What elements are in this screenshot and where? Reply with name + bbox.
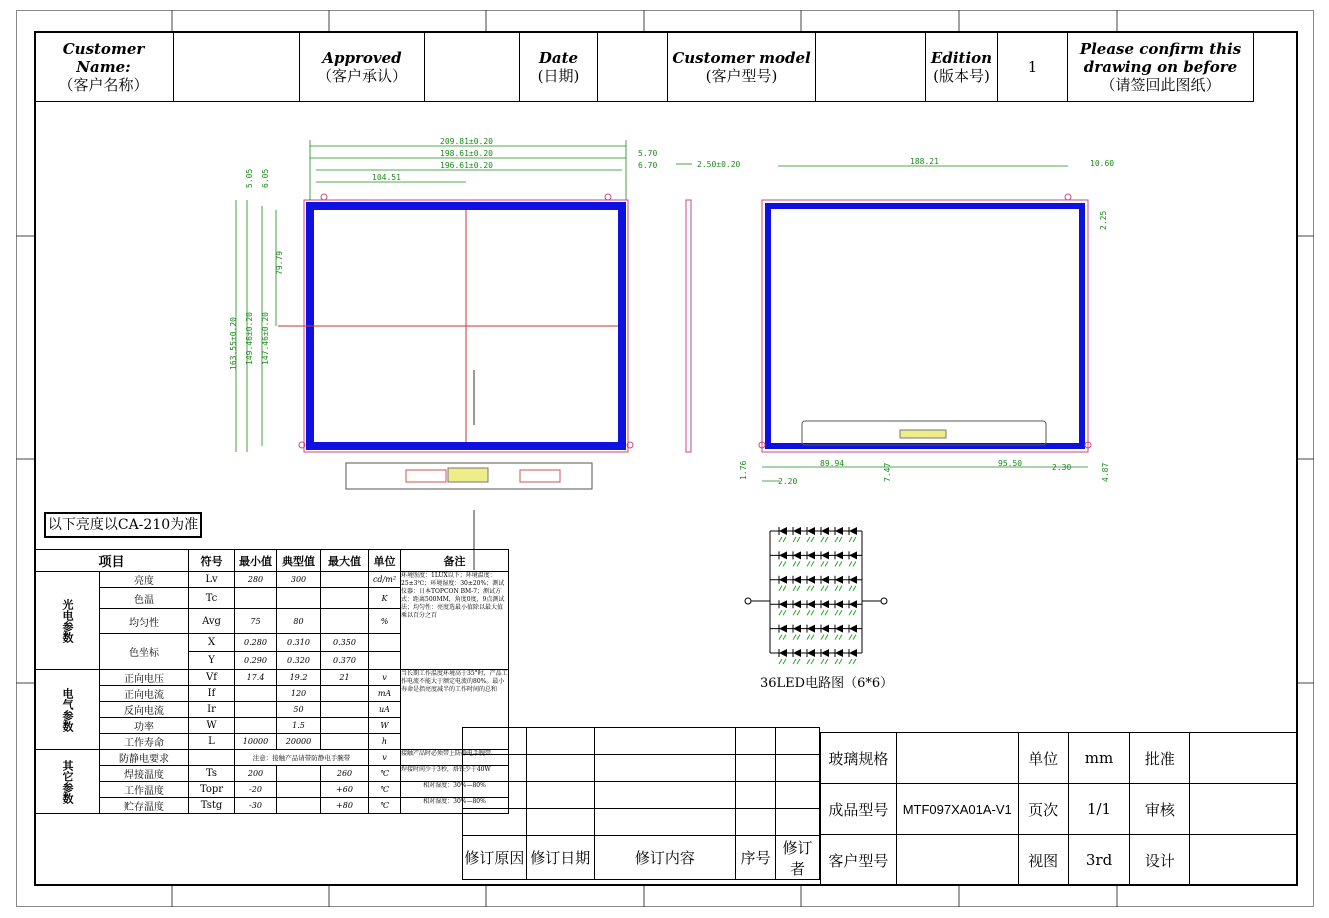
- led-light-ray: [779, 635, 786, 640]
- group-electrical: 电气参数: [35, 670, 100, 750]
- row-item: 功率: [100, 718, 189, 734]
- row-item: 均匀性: [100, 609, 189, 634]
- confirm-cn: （请签回此图纸）: [1100, 75, 1221, 94]
- row-item: 色坐标: [100, 634, 189, 670]
- led-diode-icon: [807, 527, 815, 535]
- led-diode-icon: [835, 551, 843, 559]
- dim-back-bottom-5: 95.50: [998, 459, 1023, 468]
- row-typ: 120: [277, 686, 321, 702]
- view-value: 3rd: [1068, 835, 1130, 886]
- dim-back-bottom-1: 1.76: [739, 460, 748, 480]
- row-sym: Avg: [189, 609, 235, 634]
- design-value[interactable]: [1190, 835, 1298, 886]
- row-item: 防静电要求: [100, 750, 189, 766]
- rev-reviser-header: 修订者: [776, 836, 820, 880]
- dim-back-bottom-2: 2.20: [778, 477, 798, 486]
- row-sym: W: [189, 718, 235, 734]
- led-diode-icon: [779, 625, 787, 633]
- review-value[interactable]: [1190, 784, 1298, 835]
- led-diode-icon: [793, 625, 801, 633]
- row-typ: 1.5: [277, 718, 321, 734]
- led-light-ray: [835, 610, 842, 615]
- edition-value[interactable]: 1: [998, 31, 1068, 102]
- row-max: [321, 609, 369, 634]
- row-min: -20: [235, 782, 277, 798]
- led-light-ray: [779, 610, 786, 615]
- dim-front-top-4: 104.51: [372, 173, 401, 182]
- edition-cn: (版本号): [933, 66, 990, 85]
- row-typ: 300: [277, 572, 321, 588]
- dim-front-right-2: 6.70: [638, 161, 658, 170]
- led-diode-icon: [807, 551, 815, 559]
- led-diode-icon: [793, 600, 801, 608]
- th-typ: 典型值: [277, 550, 321, 572]
- led-light-ray: [821, 659, 828, 664]
- rev-cell[interactable]: [594, 755, 736, 782]
- led-light-ray: [835, 586, 842, 591]
- row-sym: Vf: [189, 670, 235, 686]
- led-light-ray: [835, 659, 842, 664]
- led-light-ray: [821, 635, 828, 640]
- rev-content-header: 修订内容: [594, 836, 736, 880]
- approved-cn: （客户承认）: [316, 66, 407, 85]
- row-min: [235, 702, 277, 718]
- view-label: 视图: [1018, 835, 1068, 886]
- note-optical: 环境照度：1LUX以下；环境温度：25±3℃；环境湿度：30±20%；测试仪器：日本TOPCON BM-7；测试方式：距离500MM，角度0度，9点测试法；均匀性：亮度选最小值除以最大值乘以百分之百: [401, 572, 509, 670]
- led-diode-icon: [779, 527, 787, 535]
- led-light-ray: [807, 537, 814, 542]
- brightness-note: 以下亮度以CA-210为准: [44, 512, 202, 538]
- row-typ: [277, 798, 321, 814]
- row-unit: mA: [369, 686, 401, 702]
- led-light-ray: [779, 659, 786, 664]
- note-electrical: 当长期工作温度环境高于35°时，产品工作电流不能大于额定电流的80%。最小寿命是指亮度减半的工作时间的总和: [401, 670, 509, 750]
- led-diode-icon: [807, 600, 815, 608]
- led-diode-icon: [849, 527, 857, 535]
- rev-cell[interactable]: [526, 782, 594, 809]
- row-min: -30: [235, 798, 277, 814]
- row-typ: 0.310: [277, 634, 321, 652]
- row-min: 17.4: [235, 670, 277, 686]
- dim-side-thickness: 2.50±0.20: [697, 160, 741, 169]
- rev-cell[interactable]: [776, 809, 820, 836]
- led-light-ray: [835, 537, 842, 542]
- row-sym: If: [189, 686, 235, 702]
- th-max: 最大值: [321, 550, 369, 572]
- rev-cell[interactable]: [776, 755, 820, 782]
- rev-cell[interactable]: [463, 728, 527, 755]
- row-sym: X: [189, 634, 235, 652]
- row-typ: 50: [277, 702, 321, 718]
- rev-cell[interactable]: [736, 782, 776, 809]
- approve-label: 批准: [1130, 733, 1190, 784]
- row-typ: 80: [277, 609, 321, 634]
- approve-value[interactable]: [1190, 733, 1298, 784]
- dim-left-6: 147.46±0.20: [261, 312, 270, 365]
- note-solder: 焊接时间少于3秒，烙铁少于40W: [401, 766, 509, 782]
- glass-spec-value[interactable]: [896, 733, 1018, 784]
- rev-cell[interactable]: [594, 809, 736, 836]
- dim-left-2: 6.05: [261, 168, 270, 188]
- row-max: 0.350: [321, 634, 369, 652]
- row-unit: ℃: [369, 798, 401, 814]
- customer-name-cn: （客户名称）: [58, 75, 149, 94]
- rev-cell[interactable]: [736, 755, 776, 782]
- row-max: +80: [321, 798, 369, 814]
- row-max: 260: [321, 766, 369, 782]
- row-unit: v: [369, 670, 401, 686]
- row-item: 反向电流: [100, 702, 189, 718]
- row-unit: [369, 652, 401, 670]
- led-light-ray: [849, 635, 856, 640]
- dim-front-top-1: 209.81±0.20: [440, 137, 493, 146]
- revision-table: [462, 727, 820, 880]
- row-max: +60: [321, 782, 369, 798]
- row-item: 亮度: [100, 572, 189, 588]
- row-unit: ℃: [369, 782, 401, 798]
- page-value: 1/1: [1068, 784, 1130, 835]
- led-diode-icon: [807, 576, 815, 584]
- led-light-ray: [849, 610, 856, 615]
- row-sym: [189, 750, 235, 766]
- dim-back-right-side: 2.25: [1099, 210, 1108, 230]
- row-unit: W: [369, 718, 401, 734]
- led-light-ray: [849, 561, 856, 566]
- row-unit: K: [369, 588, 401, 609]
- row-item: 色温: [100, 588, 189, 609]
- rev-date-header: 修订日期: [526, 836, 594, 880]
- led-diode-icon: [821, 527, 829, 535]
- dim-back-bottom-4: 7.47: [883, 462, 892, 482]
- row-min: 75: [235, 609, 277, 634]
- row-min: [235, 718, 277, 734]
- led-diode-icon: [821, 551, 829, 559]
- row-typ: 20000: [277, 734, 321, 750]
- led-light-ray: [821, 537, 828, 542]
- th-symbol: 符号: [189, 550, 235, 572]
- th-note: 备注: [401, 550, 509, 572]
- front-view: [278, 194, 633, 570]
- led-diode-icon: [835, 600, 843, 608]
- back-view: [759, 166, 1091, 481]
- note-topr: 相对湿度：30%—80%: [401, 782, 509, 798]
- review-label: 审核: [1130, 784, 1190, 835]
- led-diode-icon: [807, 625, 815, 633]
- note-esd: 接触产品时必须带上防静电手腕带: [401, 750, 509, 766]
- row-item: 正向电压: [100, 670, 189, 686]
- rev-cell[interactable]: [463, 782, 527, 809]
- row-max: [321, 718, 369, 734]
- row-max: [321, 702, 369, 718]
- row-min: [235, 588, 277, 609]
- led-diode-icon: [835, 625, 843, 633]
- led-diode-icon: [849, 576, 857, 584]
- row-unit: cd/m²: [369, 572, 401, 588]
- front-dimensions: [236, 140, 626, 452]
- th-unit: 单位: [369, 550, 401, 572]
- rev-seq-header: 序号: [736, 836, 776, 880]
- row-min: 200: [235, 766, 277, 782]
- row-min: 10000: [235, 734, 277, 750]
- led-diode-icon: [793, 649, 801, 657]
- led-light-ray: [779, 537, 786, 542]
- row-item: 工作寿命: [100, 734, 189, 750]
- date-cn: (日期): [537, 66, 580, 85]
- rev-cell[interactable]: [594, 728, 736, 755]
- row-unit: %: [369, 609, 401, 634]
- led-diode-icon: [835, 527, 843, 535]
- led-light-ray: [835, 561, 842, 566]
- row-max: 21: [321, 670, 369, 686]
- row-min: 280: [235, 572, 277, 588]
- row-item: 工作温度: [100, 782, 189, 798]
- row-item: 焊接温度: [100, 766, 189, 782]
- row-esd-note: 注意：接触产品请带防静电手腕带: [235, 750, 369, 766]
- rev-cell[interactable]: [526, 755, 594, 782]
- unit-value: mm: [1068, 733, 1130, 784]
- group-optical: 光电参数: [35, 572, 100, 670]
- led-diode-icon: [779, 600, 787, 608]
- led-circuit-diagram: [745, 531, 887, 653]
- led-diode-icon: [849, 551, 857, 559]
- led-light-ray: [835, 635, 842, 640]
- led-light-ray: [793, 635, 800, 640]
- led-diode-icon: [835, 649, 843, 657]
- row-typ: [277, 766, 321, 782]
- rev-cell[interactable]: [463, 809, 527, 836]
- rev-cell[interactable]: [526, 728, 594, 755]
- dim-left-4: 163.55±0.20: [229, 317, 238, 370]
- customer-model-value-tb[interactable]: [896, 835, 1018, 886]
- led-diode-icon: [779, 576, 787, 584]
- date-label: Date: [538, 48, 579, 67]
- row-sym: Lv: [189, 572, 235, 588]
- row-sym: Topr: [189, 782, 235, 798]
- group-other: 其它参数: [35, 750, 100, 814]
- row-unit: uA: [369, 702, 401, 718]
- product-model-value: MTF097XA01A-V1: [896, 784, 1018, 835]
- title-block: [820, 732, 1298, 886]
- led-light-ray: [793, 586, 800, 591]
- row-sym: Ts: [189, 766, 235, 782]
- led-light-ray: [807, 561, 814, 566]
- row-typ: 19.2: [277, 670, 321, 686]
- design-label: 设计: [1130, 835, 1190, 886]
- row-sym: Ir: [189, 702, 235, 718]
- led-light-ray: [849, 537, 856, 542]
- dim-left-1: 5.05: [245, 168, 254, 188]
- customer-model-label-tb: 客户型号: [821, 835, 897, 886]
- row-max: [321, 588, 369, 609]
- rev-cell[interactable]: [776, 782, 820, 809]
- led-light-ray: [807, 659, 814, 664]
- dim-back-top: 188.21: [910, 157, 939, 166]
- edition-label: Edition: [930, 48, 993, 67]
- led-diode-icon: [849, 625, 857, 633]
- dim-left-3: 79.79: [275, 250, 284, 275]
- led-diode-icon: [835, 576, 843, 584]
- dim-back-bottom-3: 89.94: [820, 459, 845, 468]
- side-view: [676, 160, 741, 452]
- glass-spec-label: 玻璃规格: [821, 733, 897, 784]
- row-max: [321, 686, 369, 702]
- led-light-ray: [793, 537, 800, 542]
- dim-front-top-2: 198.61±0.20: [440, 149, 493, 158]
- row-min: 0.290: [235, 652, 277, 670]
- led-diode-icon: [807, 649, 815, 657]
- led-circuit-label: 36LED电路图（6*6）: [760, 676, 894, 691]
- dim-back-bottom-6: 2.30: [1052, 463, 1072, 472]
- row-sym: L: [189, 734, 235, 750]
- led-light-ray: [793, 659, 800, 664]
- dim-back-bottom-7: 4.87: [1101, 462, 1110, 482]
- row-typ: [277, 782, 321, 798]
- customer-model-label: Customer model: [672, 48, 811, 67]
- row-item: 贮存温度: [100, 798, 189, 814]
- row-min: 0.280: [235, 634, 277, 652]
- led-diode-icon: [821, 625, 829, 633]
- unit-label: 单位: [1018, 733, 1068, 784]
- rev-cell[interactable]: [776, 728, 820, 755]
- led-light-ray: [779, 561, 786, 566]
- dim-left-5: 149.46±0.20: [245, 312, 254, 365]
- row-item: 正向电流: [100, 686, 189, 702]
- row-max: [321, 734, 369, 750]
- led-light-ray: [807, 610, 814, 615]
- rev-cell[interactable]: [526, 809, 594, 836]
- row-sym: Tstg: [189, 798, 235, 814]
- page-label: 页次: [1018, 784, 1068, 835]
- row-typ: [277, 588, 321, 609]
- led-light-ray: [849, 659, 856, 664]
- row-max: [321, 572, 369, 588]
- row-unit: h: [369, 734, 401, 750]
- led-light-ray: [821, 610, 828, 615]
- led-light-ray: [779, 586, 786, 591]
- led-diode-icon: [793, 576, 801, 584]
- led-diode-icon: [849, 600, 857, 608]
- customer-name-label: Customer Name:: [62, 39, 145, 76]
- row-sym: Tc: [189, 588, 235, 609]
- row-unit: ℃: [369, 766, 401, 782]
- row-min: [235, 686, 277, 702]
- row-unit: [369, 634, 401, 652]
- row-typ: 0.320: [277, 652, 321, 670]
- dim-back-right-top: 10.60: [1090, 159, 1115, 168]
- row-unit: v: [369, 750, 401, 766]
- led-diode-icon: [779, 551, 787, 559]
- led-light-ray: [807, 586, 814, 591]
- spec-table: [34, 549, 509, 814]
- approved-label: Approved: [322, 48, 402, 67]
- led-light-ray: [807, 635, 814, 640]
- led-diode-icon: [793, 527, 801, 535]
- dim-front-right-1: 5.70: [638, 149, 658, 158]
- led-light-ray: [793, 561, 800, 566]
- led-light-ray: [821, 586, 828, 591]
- led-light-ray: [793, 610, 800, 615]
- th-item: 项目: [35, 550, 189, 572]
- product-model-label: 成品型号: [821, 784, 897, 835]
- note-tstg: 相对湿度：30%—80%: [401, 798, 509, 814]
- rev-cell[interactable]: [736, 809, 776, 836]
- led-grid: [770, 527, 862, 664]
- led-diode-icon: [821, 649, 829, 657]
- led-light-ray: [821, 561, 828, 566]
- th-min: 最小值: [235, 550, 277, 572]
- led-diode-icon: [821, 600, 829, 608]
- row-max: 0.370: [321, 652, 369, 670]
- confirm-line-1: Please confirm this: [1079, 39, 1242, 58]
- led-diode-icon: [779, 649, 787, 657]
- rev-cell[interactable]: [463, 755, 527, 782]
- led-diode-icon: [793, 551, 801, 559]
- dim-front-top-3: 196.61±0.20: [440, 161, 493, 170]
- row-sym: Y: [189, 652, 235, 670]
- confirm-line-2: drawing on before: [1083, 57, 1238, 76]
- led-diode-icon: [849, 649, 857, 657]
- rev-cell[interactable]: [736, 728, 776, 755]
- rev-cell[interactable]: [594, 782, 736, 809]
- customer-model-cn: (客户型号): [705, 66, 778, 85]
- led-light-ray: [849, 586, 856, 591]
- led-diode-icon: [821, 576, 829, 584]
- rev-reason-header: 修订原因: [463, 836, 527, 880]
